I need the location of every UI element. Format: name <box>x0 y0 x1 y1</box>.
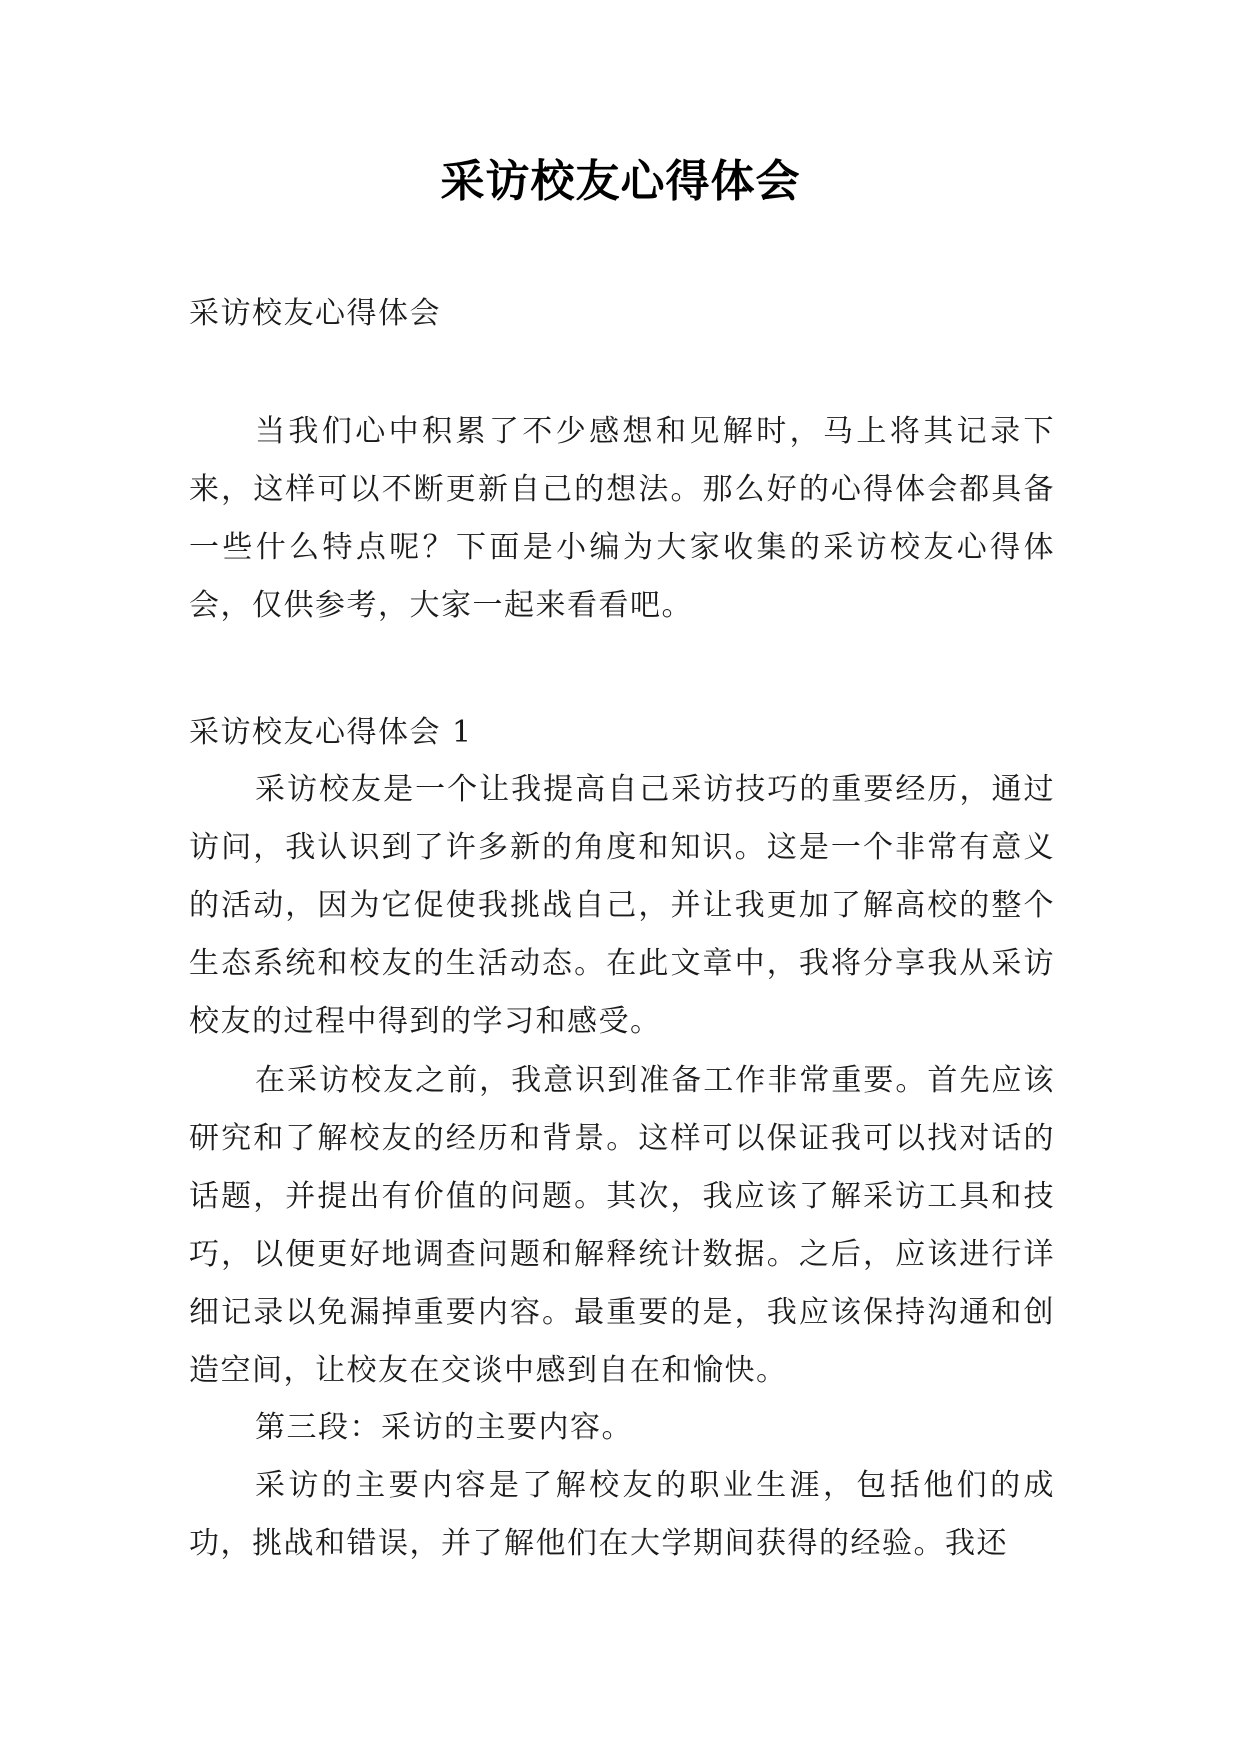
body-paragraph: 在采访校友之前，我意识到准备工作非常重要。首先应该研究和了解校友的经历和背景。这样可以保证我可以找对话的话题，并提出有价值的问题。其次，我应该了解采访工具和技巧，以便更好地调查问题和解释统计数据。之后，应该进行详细记录以免漏掉重要内容。最重要的是，我应该保持沟通和创造空间，让校友在交谈中感到自在和愉快。 <box>189 1063 1055 1388</box>
document-subtitle: 采访校友心得体会 <box>189 296 441 331</box>
intro-paragraph: 当我们心中积累了不少感想和见解时，马上将其记录下来，这样可以不断更新自己的想法。那么好的心得体会都具备一些什么特点呢？下面是小编为大家收集的采访校友心得体会，仅供参考，大家一起来看看吧。 <box>189 414 1055 623</box>
section-label-paragraph: 第三段：采访的主要内容。 <box>255 1410 633 1445</box>
body-paragraph: 采访校友是一个让我提高自己采访技巧的重要经历，通过访问，我认识到了许多新的角度和知识。这是一个非常有意义的活动，因为它促使我挑战自己，并让我更加了解高校的整个生态系统和校友的生活动态。在此文章中，我将分享我从采访校友的过程中得到的学习和感受。 <box>189 772 1055 1039</box>
section-heading: 采访校友心得体会 1 <box>189 715 473 750</box>
document-title: 采访校友心得体会 <box>440 156 801 207</box>
body-paragraph: 采访的主要内容是了解校友的职业生涯，包括他们的成功，挑战和错误，并了解他们在大学期间获得的经验。我还 <box>189 1468 1055 1561</box>
